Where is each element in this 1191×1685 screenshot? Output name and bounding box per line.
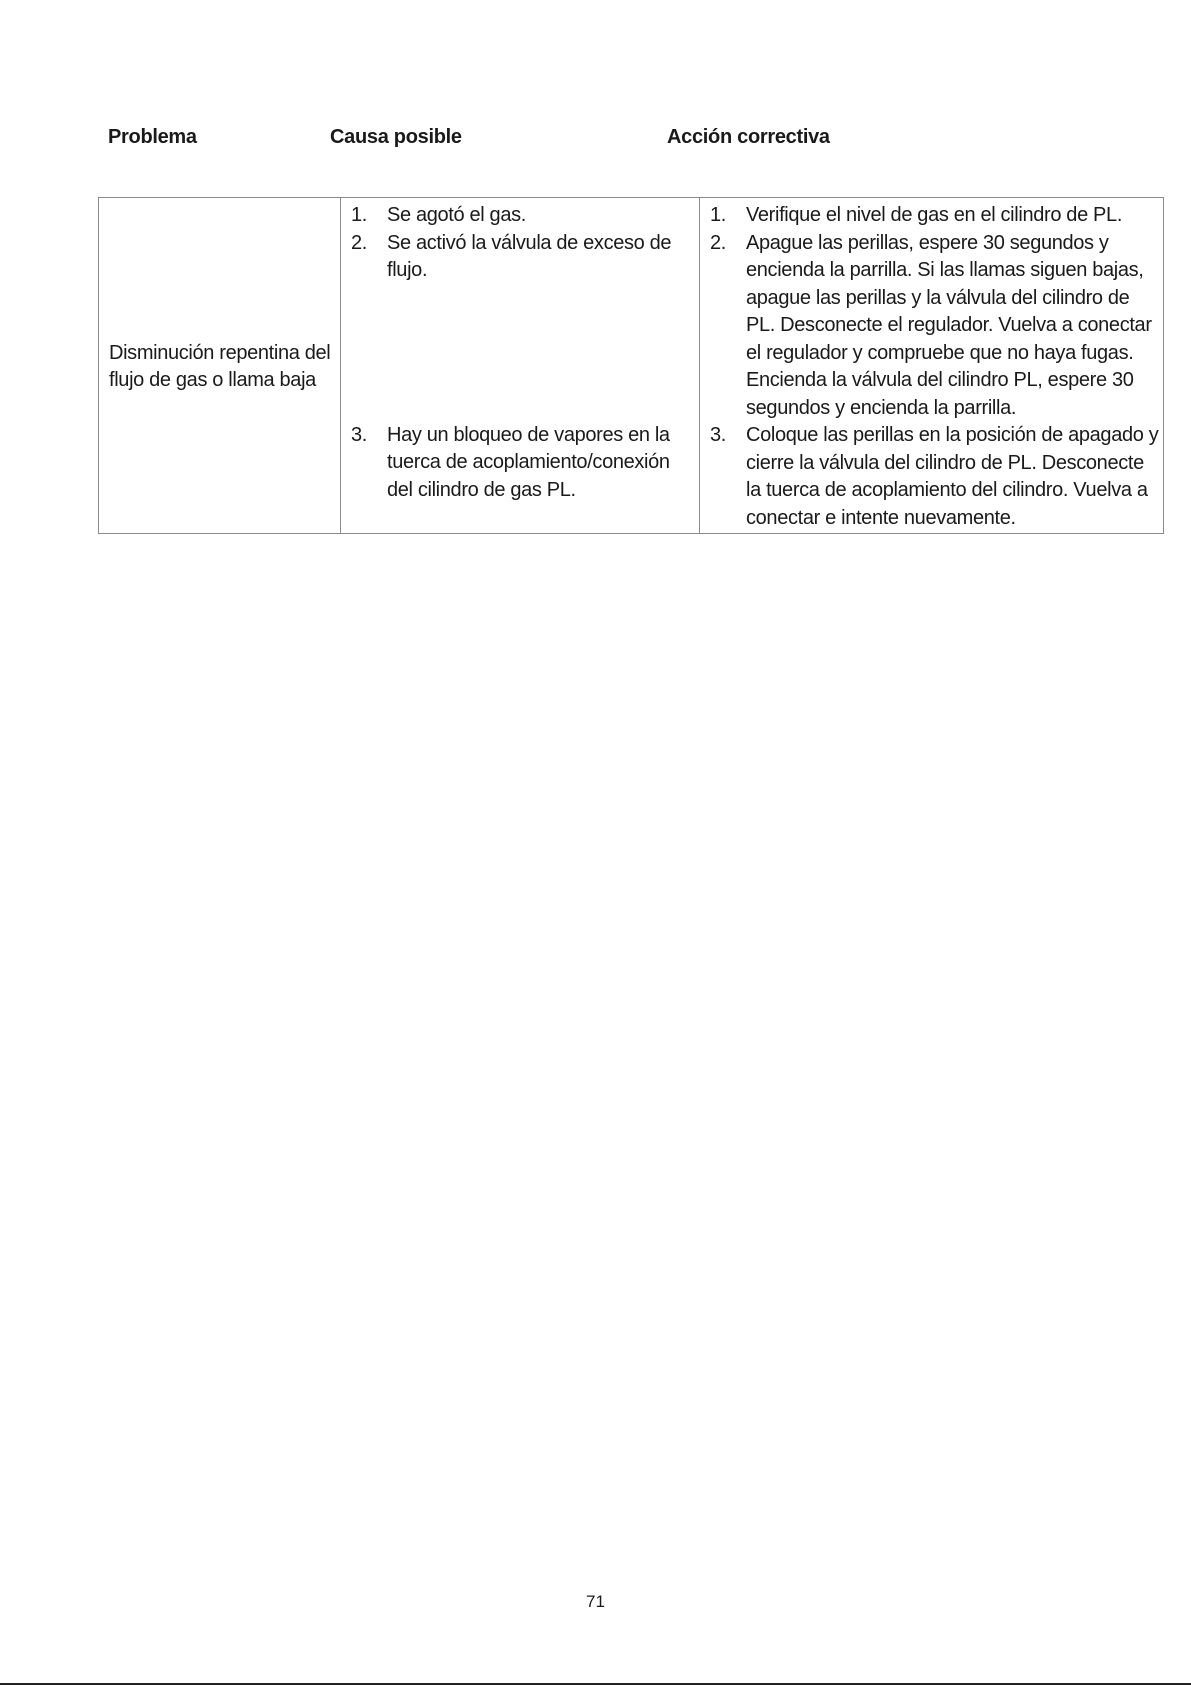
troubleshooting-table — [98, 197, 1164, 534]
cause-cell — [341, 198, 700, 534]
spacer — [351, 285, 693, 422]
list-item — [710, 422, 1161, 532]
list-item — [710, 230, 1161, 423]
action-text: Apague las perillas, espere 30 segundos y encienda la parrilla. Si las llamas siguen bajas, apague las perillas y la válvula del cilindro de PL. Desconecte el regulador. Vuelva a conectar el regulador y compruebe que no haya fugas. Encienda la válvula del cilindro PL, espere 30 segundos y encienda la parrilla. — [746, 231, 1152, 419]
action-text: Verifique el nivel de gas en el cilindro de PL. — [746, 204, 1123, 226]
action-number: 1. — [710, 204, 726, 226]
list-item — [710, 202, 1161, 230]
header-problem: Problema — [108, 126, 197, 148]
table-column-headers — [0, 126, 1191, 156]
cause-list — [351, 422, 693, 505]
problem-cell — [99, 198, 341, 534]
action-list — [710, 202, 1161, 532]
action-number: 2. — [710, 231, 726, 254]
cause-text: Hay un bloqueo de vapores en la tuerca de acoplamiento/conexión del cilindro de gas PL. — [387, 423, 670, 501]
action-text: Coloque las perillas en la posición de apagado y cierre la válvula del cilindro de PL. Desconecte la tuerca de acoplamiento del cilindro. Vuelva a conectar e intente nuevamente. — [746, 424, 1159, 529]
cause-number: 2. — [351, 231, 367, 254]
problem-text: Disminución repentina del flujo de gas o llama baja — [109, 341, 331, 391]
header-cause: Causa posible — [330, 126, 462, 148]
cause-number: 1. — [351, 204, 367, 226]
cause-text: Se agotó el gas. — [387, 204, 526, 226]
table-row — [99, 198, 1164, 534]
cause-text: Se activó la válvula de exceso de flujo. — [387, 231, 672, 281]
list-item — [351, 202, 693, 230]
list-item — [351, 230, 693, 285]
cause-list — [351, 202, 693, 285]
action-number: 3. — [710, 424, 726, 446]
action-cell — [700, 198, 1164, 534]
cause-number: 3. — [351, 423, 367, 446]
header-action: Acción correctiva — [667, 126, 830, 148]
page-number: 71 — [586, 1592, 605, 1611]
list-item — [351, 422, 693, 505]
